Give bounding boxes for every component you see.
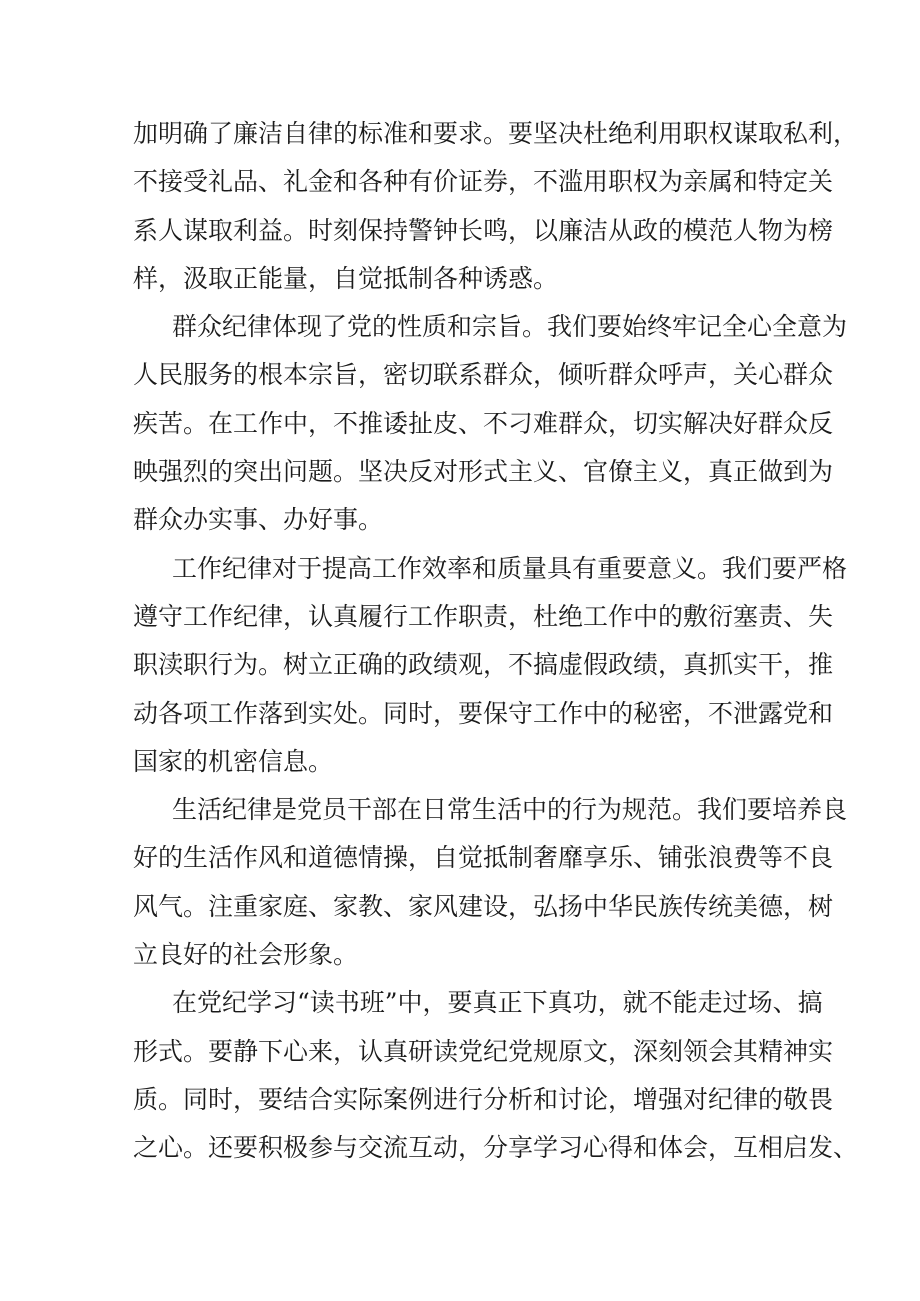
text-line: 国家的机密信息。 <box>133 746 334 776</box>
text-line: 之心。还要积极参与交流互动，分享学习心得和体会，互相启发、 <box>133 1133 859 1163</box>
text-line: 不接受礼品、礼金和各种有价证券，不滥用职权为亲属和特定关 <box>133 167 834 197</box>
text-line: 遵守工作纪律，认真履行工作职责，杜绝工作中的敷衍塞责、失 <box>133 601 834 631</box>
text-line: 质。同时，要结合实际案例进行分析和讨论，增强对纪律的敬畏 <box>133 1084 834 1114</box>
text-line: 职渎职行为。树立正确的政绩观，不搞虚假政绩，真抓实干，推 <box>133 650 834 680</box>
text-line: 风气。注重家庭、家教、家风建设，弘扬中华民族传统美德，树 <box>133 891 834 921</box>
paragraph-first-line: 生活纪律是党员干部在日常生活中的行为规范。我们要培养良 <box>172 795 848 825</box>
document-body <box>133 110 859 1173</box>
text-line: 群众办实事、办好事。 <box>133 505 384 535</box>
paragraph-first-line: 群众纪律体现了党的性质和宗旨。我们要始终牢记全心全意为 <box>172 312 848 342</box>
text-line: 系人谋取利益。时刻保持警钟长鸣，以廉洁从政的模范人物为榜 <box>133 215 834 245</box>
text-line: 样，汲取正能量，自觉抵制各种诱惑。 <box>133 263 559 293</box>
text-line: 人民服务的根本宗旨，密切联系群众，倾听群众呼声，关心群众 <box>133 360 834 390</box>
text-line: 好的生活作风和道德情操，自觉抵制奢靡享乐、铺张浪费等不良 <box>133 843 834 873</box>
text-line: 映强烈的突出问题。坚决反对形式主义、官僚主义，真正做到为 <box>133 457 834 487</box>
text-line: 加明确了廉洁自律的标准和要求。要坚决杜绝利用职权谋取私利， <box>133 119 859 148</box>
text-line: 形式。要静下心来，认真研读党纪党规原文，深刻领会其精神实 <box>133 1036 834 1066</box>
text-line: 疾苦。在工作中，不推诿扯皮、不刁难群众，切实解决好群众反 <box>133 408 834 438</box>
paragraph-first-line: 工作纪律对于提高工作效率和质量具有重要意义。我们要严格 <box>172 553 848 583</box>
text-line: 立良好的社会形象。 <box>133 940 359 970</box>
text-line: 动各项工作落到实处。同时，要保守工作中的秘密，不泄露党和 <box>133 698 834 728</box>
paragraph-first-line: 在党纪学习“读书班”中，要真正下真功，就不能走过场、搞 <box>172 988 823 1018</box>
